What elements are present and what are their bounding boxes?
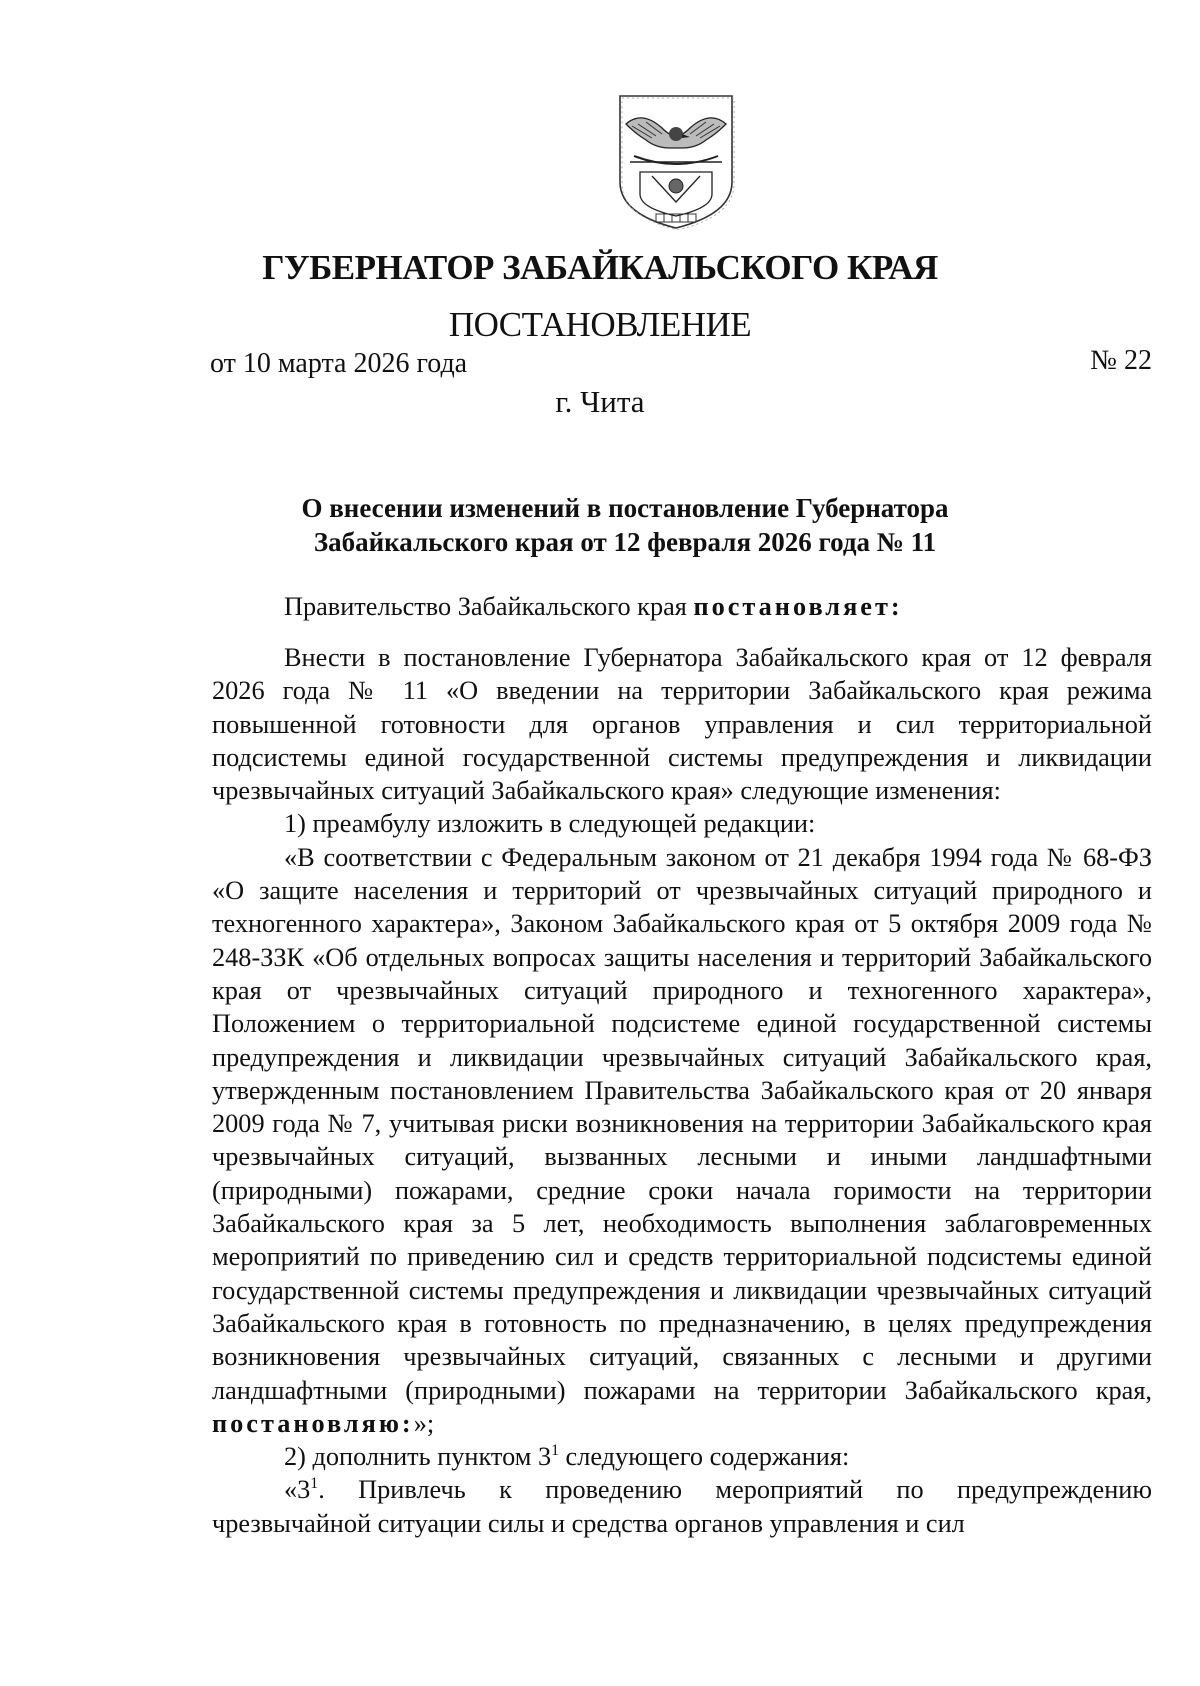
paragraph-3 bbox=[212, 841, 1152, 1440]
document-body bbox=[212, 641, 1152, 1540]
document-number: № 22 bbox=[1090, 345, 1152, 376]
document-subject bbox=[0, 491, 1200, 559]
paragraph-4-end: следующего содержания: bbox=[558, 1442, 850, 1472]
document-date: от 10 марта 2026 года bbox=[210, 348, 468, 379]
paragraph-4-superscript: 1 bbox=[551, 1442, 559, 1460]
document-type: ПОСТАНОВЛЕНИЕ bbox=[448, 305, 752, 344]
paragraph-2: 1) преамбулу изложить в следующей редакции: bbox=[284, 809, 816, 839]
subject-line-2: Забайкальского края от 12 февраля 2026 года № 11 bbox=[313, 527, 937, 557]
paragraph-4 bbox=[212, 1440, 1152, 1473]
paragraph-3-end: »; bbox=[413, 1408, 435, 1438]
paragraph-5-superscript: 1 bbox=[310, 1475, 319, 1493]
paragraph-3-text: «В соответствии с Федеральным законом от 21 декабря 1994 года № 68-ФЗ «О защите населения и территорий от чрезвычайных ситуаций природного и техногенного характера», Законом Забайкальского края от 5 октября 2009 года № 248-ЗЗК «Об отдельных вопросах защиты населения и территорий Забайкальского края от чрезвычайных ситуаций природного и техногенного характера», Положением о территориальной подсистеме единой государственной системы предупреждения и ликвидации чрезвычайных ситуаций Забайкальского края, утвержденным постановлением Правительства Забайкальского края от 20 января 2009 года № 7, учитывая риски возникновения на территории Забайкальского края чрезвычайных ситуаций, вызванных лесными и иными ландшафтными (природными) пожарами, средние сроки начала горимости на территории Забайкальского края за 5 лет, необходимость выполнения заблаговременных мероприятий по приведению сил и средств территориальной подсистемы единой государственной системы предупреждения и ликвидации чрезвычайных ситуаций Забайкальского края в готовность по предназначению, в целях предупреждения возникновения чрезвычайных ситуаций, связанных с лесными и другими ландшафтными (природными) пожарами на территории Забайкальского края, bbox=[212, 842, 1152, 1405]
issuer-title: ГУБЕРНАТОР ЗАБАЙКАЛЬСКОГО КРАЯ bbox=[262, 248, 938, 287]
paragraph-5-text: . Привлечь к проведению мероприятий по предупреждению чрезвычайной ситуации силы и средства органов управления и сил bbox=[212, 1475, 1152, 1538]
lead-emphasis: постановляет: bbox=[693, 592, 903, 621]
paragraph-5 bbox=[212, 1473, 1152, 1540]
subject-line-1: О внесении изменений в постановление Губернатора bbox=[301, 493, 949, 523]
paragraph-3-emphasis: постановляю: bbox=[212, 1408, 414, 1438]
paragraph-5-open: «3 bbox=[284, 1475, 311, 1505]
coat-of-arms-icon bbox=[612, 90, 740, 230]
paragraph-4-text: 2) дополнить пунктом 3 bbox=[284, 1442, 552, 1472]
lead-text: Правительство Забайкальского края bbox=[284, 592, 694, 621]
lead-paragraph bbox=[212, 590, 1152, 623]
document-city: г. Чита bbox=[555, 384, 645, 419]
paragraph-1: Внести в постановление Губернатора Забайкальского края от 12 февраля 2026 года № 11 «О введении на территории Забайкальского края режима повышенной готовности для органов управления и сил территориальной подсистемы единой государственной системы предупреждения и ликвидации чрезвычайных ситуаций Забайкальского края» следующие изменения: bbox=[212, 643, 1152, 806]
